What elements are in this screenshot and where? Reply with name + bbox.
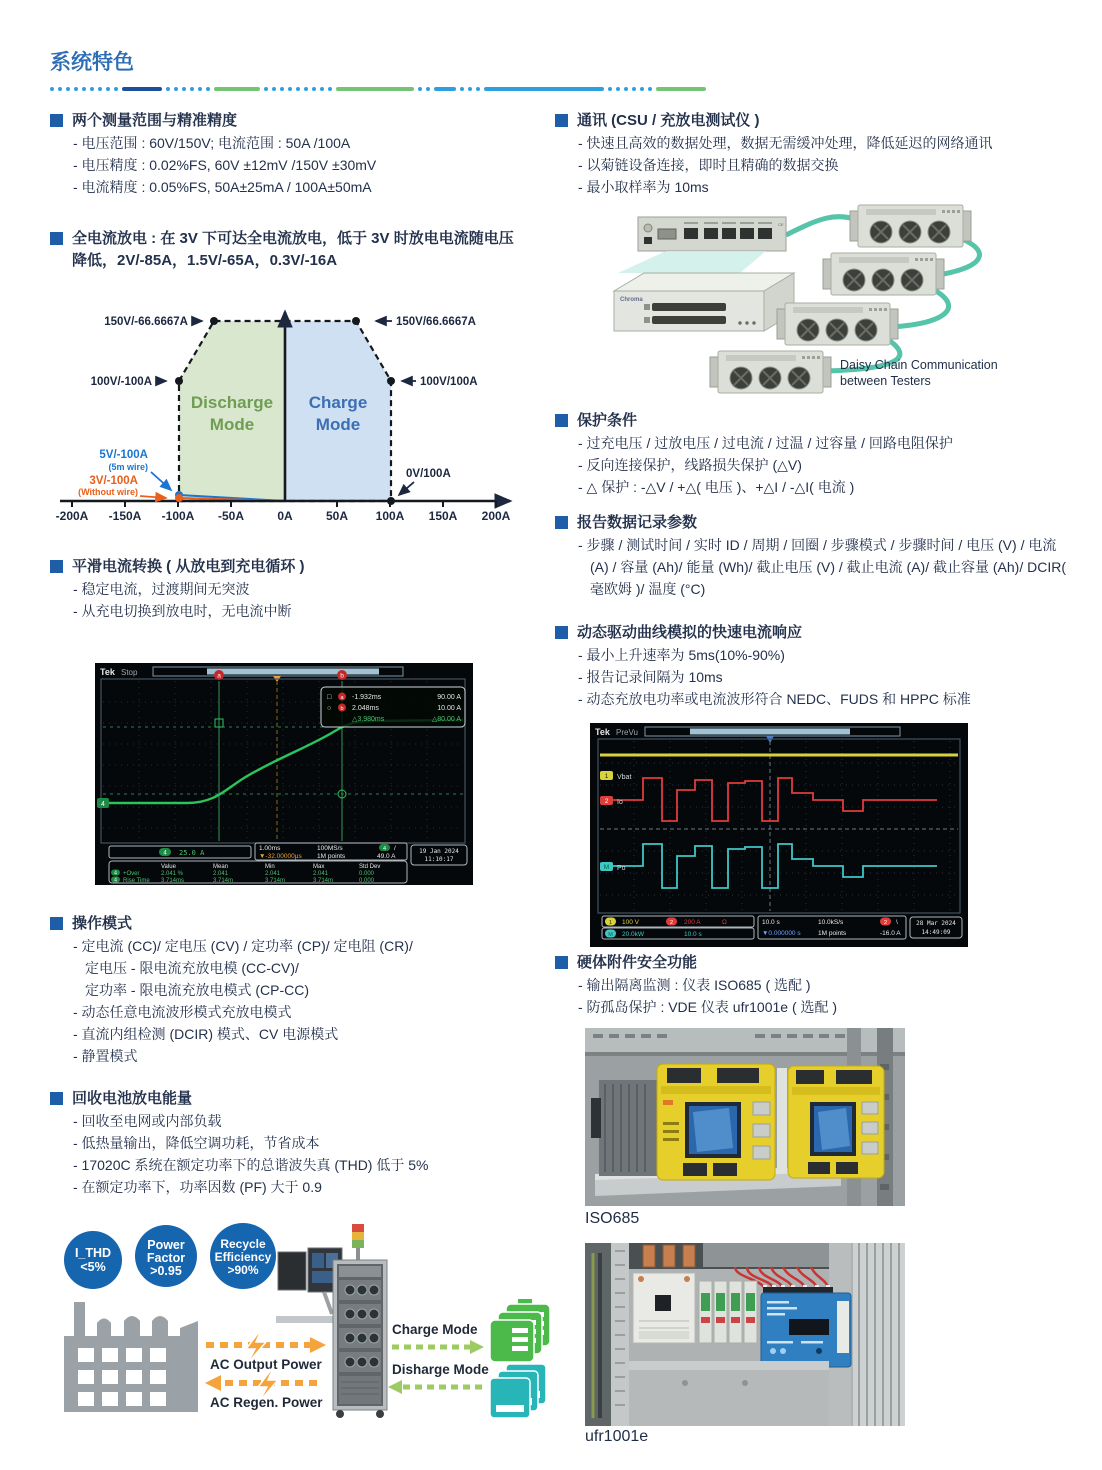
daisy-caption: Daisy Chain Communication bbox=[840, 358, 998, 372]
x-tick-labels bbox=[56, 509, 511, 523]
section-title: 报告数据记录参数 bbox=[577, 514, 698, 531]
ac-regen-label: AC Regen. Power bbox=[210, 1395, 323, 1410]
svg-text:PowerFactor>0.95: Power Factor >0.95 bbox=[146, 1238, 186, 1278]
label-3v-sub: (Without wire) bbox=[78, 487, 138, 497]
bullet-line: - 过充电压 / 过放电压 / 过电流 / 过温 / 过容量 / 回路电阻保护 bbox=[578, 435, 953, 451]
svg-text:100MS/s: 100MS/s bbox=[317, 845, 343, 852]
svg-text:Max: Max bbox=[313, 864, 325, 870]
monitor-left bbox=[278, 1252, 306, 1290]
section-title: 回收电池放电能量 bbox=[72, 1090, 193, 1107]
section-bullet-icon bbox=[555, 626, 568, 639]
svg-text:▼-32.00000μs: ▼-32.00000μs bbox=[259, 853, 302, 860]
svg-text:b: b bbox=[340, 706, 344, 712]
svg-text:-16.0 A: -16.0 A bbox=[880, 930, 901, 937]
svg-text:a: a bbox=[217, 672, 221, 680]
svg-text:2.041: 2.041 bbox=[313, 871, 329, 877]
section-dynamic-response bbox=[555, 622, 1080, 710]
svg-text:Rise Time: Rise Time bbox=[123, 878, 150, 884]
svg-text:-150A: -150A bbox=[108, 509, 142, 523]
ufr1001e-photo bbox=[585, 1243, 905, 1426]
svg-text:3.714m: 3.714m bbox=[213, 878, 234, 884]
svg-text:4: 4 bbox=[114, 877, 117, 884]
svg-text:Value: Value bbox=[161, 864, 176, 870]
section-bullet-icon bbox=[50, 1092, 63, 1105]
svg-text:100A: 100A bbox=[375, 509, 405, 523]
label-150v-neg: 150V/-66.6667A bbox=[104, 316, 188, 328]
iso685-photo bbox=[585, 1028, 905, 1206]
svg-text:2: 2 bbox=[669, 920, 674, 926]
section-title: 操作模式 bbox=[72, 915, 133, 932]
page-title: 系统特色 bbox=[50, 51, 134, 74]
discharge-mode-label: Discharge Mode bbox=[190, 393, 274, 434]
svg-text:1.00ms: 1.00ms bbox=[259, 845, 281, 852]
svg-text:CE: CE bbox=[778, 222, 784, 227]
bullet-line: - 防孤岛保护 : VDE 仪表 ufr1001e ( 选配 ) bbox=[578, 999, 838, 1015]
svg-text:2.041: 2.041 bbox=[265, 871, 281, 877]
section-title: 硬体附件安全功能 bbox=[577, 954, 698, 971]
svg-text:3.714m: 3.714m bbox=[313, 878, 334, 884]
chroma-logo: Chroma bbox=[620, 297, 643, 303]
tester-unit-1 bbox=[850, 205, 971, 247]
svg-text:Min: Min bbox=[265, 864, 275, 870]
bullet-line: - 稳定电流，过渡期间无突波 bbox=[73, 581, 250, 597]
ch1-label: Vbat bbox=[617, 774, 632, 781]
section-title: 平滑电流转换 ( 从放电到充电循环 ) bbox=[72, 558, 305, 575]
section-bullet-icon bbox=[555, 516, 568, 529]
battery-stack-teal bbox=[490, 1364, 546, 1418]
bullet-line: - 最小上升速率为 5ms(10%-90%) bbox=[578, 647, 785, 663]
svg-text:M: M bbox=[603, 864, 610, 871]
svg-text:200A: 200A bbox=[481, 509, 511, 523]
section-measurement-range bbox=[50, 110, 535, 198]
scope-capture-drive-cycle bbox=[590, 723, 968, 947]
energy-flow-diagram bbox=[40, 1222, 560, 1467]
svg-text:○: ○ bbox=[327, 705, 332, 712]
svg-text:90.00 A: 90.00 A bbox=[437, 694, 461, 701]
tester-unit-2 bbox=[823, 253, 944, 295]
svg-text:1: 1 bbox=[604, 773, 609, 780]
svg-text:2: 2 bbox=[604, 798, 609, 805]
svg-text:△80.00 A: △80.00 A bbox=[431, 716, 461, 723]
label-100v-pos: 100V/100A bbox=[420, 376, 478, 388]
svg-text:2: 2 bbox=[883, 920, 888, 926]
section-title: 两个测量范围与精准精度 bbox=[72, 112, 238, 129]
ufr-device bbox=[761, 1287, 851, 1371]
svg-text:▼0.000000 s: ▼0.000000 s bbox=[762, 930, 801, 937]
svg-text:a: a bbox=[340, 695, 344, 701]
svg-text:200 A: 200 A bbox=[684, 919, 701, 926]
bullet-line: - 电流精度 : 0.05%FS, 50A±25mA / 100A±50mA bbox=[73, 179, 372, 195]
bullet-line: - 最小取样率为 10ms bbox=[578, 179, 709, 195]
bullet-line: - 定电流 (CC)/ 定电压 (CV) / 定功率 (CP)/ 定电阻 (CR)/ bbox=[73, 938, 413, 954]
svg-text:□: □ bbox=[327, 694, 332, 701]
scope-capture-rise bbox=[95, 663, 473, 885]
svg-text:4: 4 bbox=[382, 846, 387, 852]
svg-text:1M points: 1M points bbox=[818, 930, 847, 937]
svg-text:0A: 0A bbox=[277, 509, 293, 523]
bullet-line: - 电压范围 : 60V/150V; 电流范围 : 50A /100A bbox=[73, 135, 351, 151]
operating-region-chart bbox=[40, 296, 530, 544]
scope-time: 14:49:09 bbox=[921, 929, 951, 936]
svg-text:2.041: 2.041 bbox=[213, 871, 229, 877]
bullet-line: - 17020C 系统在额定功率下的总谐波失真 (THD) 低于 5% bbox=[73, 1157, 429, 1173]
scope-time: 11:10:17 bbox=[424, 856, 454, 863]
bullet-line: - 动态任意电流波形模式充放电模式 bbox=[73, 1004, 292, 1020]
scope-mode: PreVu bbox=[616, 728, 638, 737]
label-100v-neg: 100V/-100A bbox=[90, 376, 152, 388]
svg-text:4: 4 bbox=[163, 850, 167, 857]
svg-text:/: / bbox=[394, 845, 396, 852]
ufr1001e-caption: ufr1001e bbox=[585, 1428, 649, 1445]
section-bullet-icon bbox=[555, 956, 568, 969]
svg-text:0.000: 0.000 bbox=[359, 878, 375, 884]
bullet-line: - 电压精度 : 0.02%FS, 60V ±12mV /150V ±30mV bbox=[73, 157, 377, 173]
bullet-line: 定电压 - 限电流充放电模 (CC-CV)/ bbox=[85, 960, 299, 976]
svg-text:b: b bbox=[340, 672, 344, 680]
bullet-line: - 快速且高效的数据处理，数据无需缓冲处理，降低延迟的网络通讯 bbox=[578, 135, 993, 151]
svg-text:I_THD<5%: I_THD <5% bbox=[74, 1246, 112, 1274]
bullet-line: - 直流内组检测 (DCIR) 模式、CV 电源模式 bbox=[73, 1026, 339, 1042]
bullet-line: - 步骤 / 测试时间 / 实时 ID / 周期 / 回圈 / 步骤模式 / 步骤时间 / 电压 (V) / 电流 (A) / 容量 (Ah)/ 能量 (Wh)/ 截止电压 (V) / 截止电流 (A)/ 截止容量 (Ah)/ DCIR( 毫欧姆 )/ 温度 (°C) bbox=[578, 537, 1066, 597]
svg-text:-100A: -100A bbox=[161, 509, 195, 523]
svg-text:Mean: Mean bbox=[213, 864, 229, 870]
csu-unit bbox=[614, 273, 794, 331]
section-energy-recycle bbox=[50, 1088, 530, 1198]
ac-output-label: AC Output Power bbox=[210, 1357, 322, 1372]
bullet-line: 定功率 - 限电流充放电模式 (CP-CC) bbox=[85, 982, 309, 998]
stack-light bbox=[356, 1248, 360, 1260]
svg-text:RecycleEfficiency>90%: Recycle Efficiency >90% bbox=[214, 1237, 272, 1277]
svg-text:10.0 s: 10.0 s bbox=[762, 919, 780, 926]
svg-text:△3.980ms: △3.980ms bbox=[352, 716, 385, 723]
svg-text:10.0 s: 10.0 s bbox=[684, 931, 702, 938]
label-150v-pos: 150V/66.6667A bbox=[396, 316, 476, 328]
svg-text:1M points: 1M points bbox=[317, 853, 346, 860]
svg-text:3.714m: 3.714m bbox=[265, 878, 286, 884]
scope-date: 28 Mar 2024 bbox=[916, 920, 956, 927]
section-title: 保护条件 bbox=[577, 412, 638, 429]
csu-rear-panel bbox=[638, 217, 786, 251]
tester-unit-3 bbox=[777, 303, 898, 345]
rack-modules bbox=[339, 1280, 381, 1404]
keyboard-tray bbox=[276, 1316, 334, 1323]
dot-3v bbox=[175, 494, 183, 502]
scope-date: 19 Jan 2024 bbox=[419, 848, 459, 855]
bullet-line: - 静置模式 bbox=[73, 1048, 138, 1064]
decorative-divider bbox=[50, 86, 1060, 92]
svg-text:150A: 150A bbox=[428, 509, 458, 523]
ch4-scale: 25.0 A bbox=[179, 849, 205, 857]
iso685-device bbox=[657, 1064, 775, 1180]
tester-unit-4 bbox=[710, 351, 831, 393]
svg-text:-1.932ms: -1.932ms bbox=[352, 694, 382, 701]
scope-brand: Tek bbox=[595, 727, 610, 737]
section-operation-modes bbox=[50, 913, 530, 1067]
label-0v: 0V/100A bbox=[406, 468, 451, 480]
svg-text:-50A: -50A bbox=[217, 509, 245, 523]
bullet-line: - 低热量输出，降低空调功耗，节省成本 bbox=[73, 1135, 320, 1151]
svg-text:2.041 %: 2.041 % bbox=[161, 871, 184, 877]
section-title: 全电流放电 : 在 3V 下可达全电流放电，低于 3V 时放电电流随电压降低，2V/-85A，1.5V/-65A，0.3V/-16A bbox=[72, 230, 514, 269]
highlight-beam bbox=[618, 251, 766, 273]
svg-text:3.714ms: 3.714ms bbox=[161, 878, 185, 884]
svg-text:4: 4 bbox=[101, 801, 105, 808]
bullet-line: - 输出隔离监测 : 仪表 ISO685 ( 选配 ) bbox=[578, 977, 811, 993]
bullet-line: - 从充电切换到放电时，无电流中断 bbox=[73, 603, 292, 619]
label-3v: 3V/-100A bbox=[89, 475, 138, 487]
bullet-line: - 反向连接保护，线路损失保护 (△V) bbox=[578, 457, 802, 473]
svg-text:+Over: +Over bbox=[123, 871, 140, 877]
section-communication bbox=[555, 110, 1080, 198]
svg-text:M: M bbox=[608, 932, 613, 938]
daisy-chain-illustration bbox=[600, 195, 1070, 410]
svg-text:100 V: 100 V bbox=[622, 919, 639, 926]
section-bullet-icon bbox=[555, 414, 568, 427]
svg-text:10.0kS/s: 10.0kS/s bbox=[818, 919, 844, 926]
label-5v: 5V/-100A bbox=[99, 449, 148, 461]
section-smooth-transition bbox=[50, 556, 530, 622]
iso685-device-2 bbox=[788, 1066, 884, 1178]
bullet-line: - △ 保护 : -△V / +△( 电压 )、+△I / -△I( 电流 ) bbox=[578, 479, 855, 495]
bullet-line: - 以菊链设备连接，即时且精确的数据交换 bbox=[578, 157, 839, 173]
scope-brand: Tek bbox=[100, 667, 115, 677]
section-bullet-icon bbox=[50, 560, 63, 573]
svg-text:1: 1 bbox=[608, 920, 613, 926]
scope-mode: Stop bbox=[121, 668, 138, 677]
battery-stack-green bbox=[490, 1299, 550, 1362]
ch2-label: Io bbox=[617, 799, 623, 806]
iso685-caption: ISO685 bbox=[585, 1210, 640, 1227]
daisy-caption-2: between Testers bbox=[840, 374, 931, 388]
section-report-parameters bbox=[555, 512, 1070, 600]
svg-text:0.000: 0.000 bbox=[359, 871, 375, 877]
svg-text:4: 4 bbox=[114, 870, 117, 877]
section-bullet-icon bbox=[555, 114, 568, 127]
svg-text:2.048ms: 2.048ms bbox=[352, 705, 379, 712]
svg-text:Ω: Ω bbox=[722, 919, 727, 926]
bullet-line: - 回收至电网或内部负载 bbox=[73, 1113, 222, 1129]
math-label: Po bbox=[617, 865, 626, 872]
section-title: 动态驱动曲线模拟的快速电流响应 bbox=[577, 624, 803, 641]
charge-mode-label: Charge Mode bbox=[308, 393, 368, 434]
bullet-line: - 动态充放电功率或电流波形符合 NEDC、FUDS 和 HPPC 标准 bbox=[578, 691, 971, 707]
svg-text:\: \ bbox=[896, 919, 898, 926]
svg-text:-200A: -200A bbox=[55, 509, 89, 523]
section-full-current-discharge bbox=[50, 228, 528, 272]
svg-text:49.0 A: 49.0 A bbox=[377, 853, 396, 860]
svg-text:20.0kW: 20.0kW bbox=[622, 931, 645, 938]
section-bullet-icon bbox=[50, 114, 63, 127]
bullet-line: - 在额定功率下，功率因数 (PF) 大于 0.9 bbox=[73, 1179, 322, 1195]
section-protection bbox=[555, 410, 1080, 498]
charge-mode-label: Charge Mode bbox=[392, 1322, 478, 1337]
svg-text:10.00 A: 10.00 A bbox=[437, 705, 461, 712]
section-bullet-icon bbox=[50, 232, 63, 245]
svg-text:50A: 50A bbox=[325, 509, 349, 523]
section-hardware-safety bbox=[555, 952, 1080, 1018]
contactor bbox=[633, 1273, 695, 1343]
section-title: 通讯 (CSU / 充放电测试仪 ) bbox=[577, 112, 760, 129]
label-5v-sub: (5m wire) bbox=[108, 462, 148, 472]
discharge-mode-label: Disharge Mode bbox=[392, 1362, 489, 1377]
section-bullet-icon bbox=[50, 917, 63, 930]
bullet-line: - 报告记录间隔为 10ms bbox=[578, 669, 723, 685]
svg-text:Std Dev: Std Dev bbox=[359, 864, 381, 870]
